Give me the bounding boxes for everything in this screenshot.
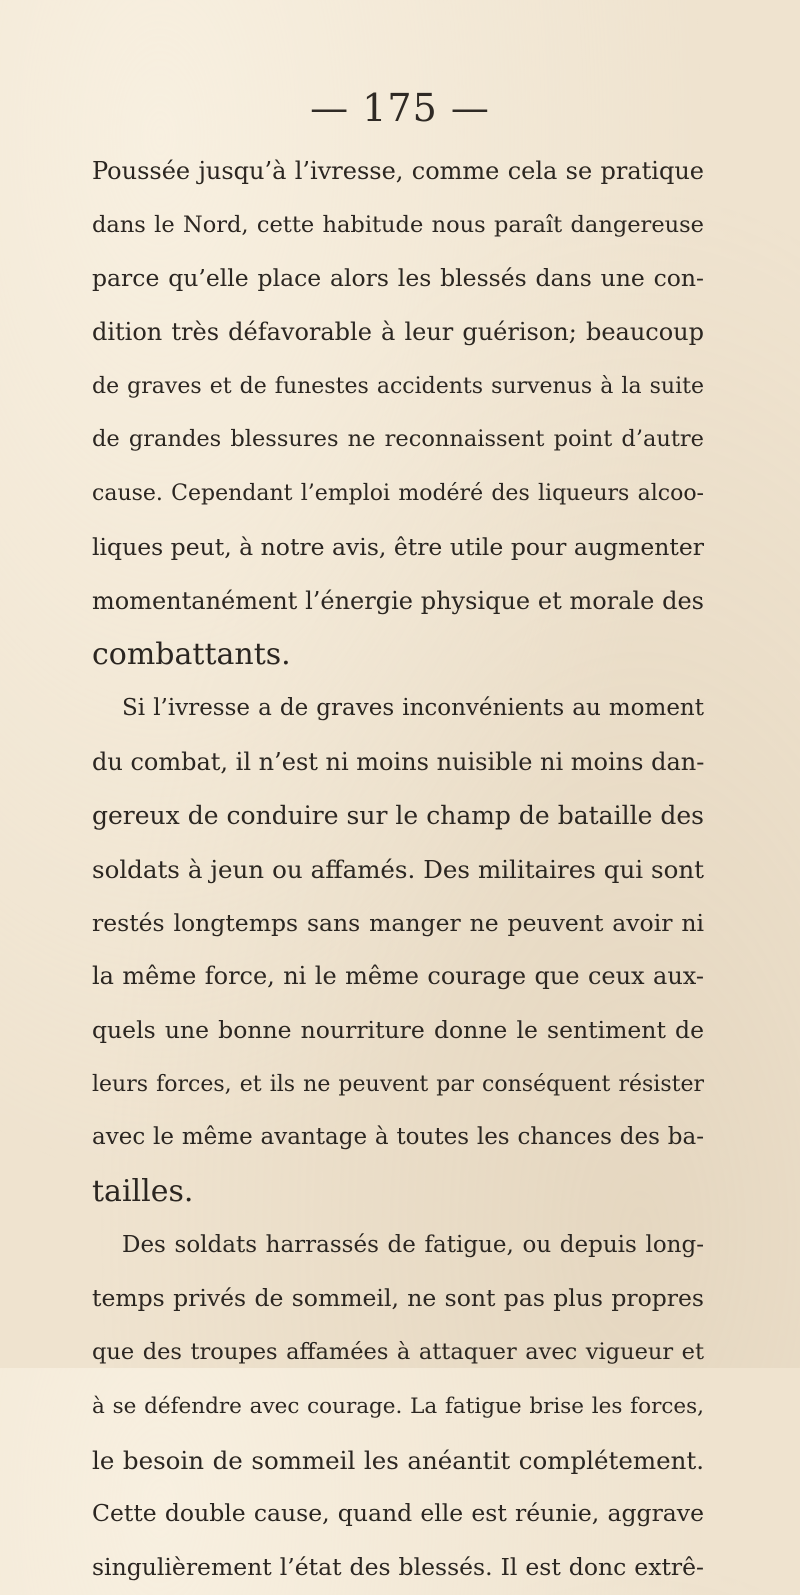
text-line: à se défendre avec courage. La fatigue brise les forces, bbox=[92, 1393, 704, 1419]
paragraph-start: Des soldats harrassés de fatigue, ou depuis long- bbox=[122, 1231, 704, 1258]
text-line: dition très défavorable à leur guérison; beaucoup bbox=[92, 318, 704, 347]
text-line: combattants. bbox=[92, 637, 291, 673]
text-line: soldats à jeun ou affamés. Des militaires qui sont bbox=[92, 854, 704, 884]
body-text bbox=[92, 145, 704, 1595]
text-line: liques peut, à notre avis, être utile pour augmenter bbox=[92, 532, 704, 561]
text-line: tailles. bbox=[92, 1174, 194, 1210]
text-line: gereux de conduire sur le champ de bataille des bbox=[92, 801, 704, 831]
paragraph-start: Si l’ivresse a de graves inconvénients au moment bbox=[122, 694, 704, 721]
text-line: cause. Cependant l’emploi modéré des liqueurs alcoo- bbox=[92, 481, 704, 507]
text-line: Cette double cause, quand elle est réunie, aggrave bbox=[92, 1499, 704, 1528]
text-line: le besoin de sommeil les anéantit complétement. bbox=[92, 1445, 704, 1475]
text-line: quels une bonne nourriture donne le sentiment de bbox=[92, 1016, 704, 1044]
text-line: que des troupes affamées à attaquer avec vigueur et bbox=[92, 1339, 704, 1366]
text-line: singulièrement l’état des blessés. Il est donc extrê- bbox=[92, 1552, 704, 1581]
text-line: avec le même avantage à toutes les chances des ba- bbox=[92, 1124, 704, 1151]
text-line: de grandes blessures ne reconnaissent point d’autre bbox=[92, 426, 704, 453]
text-line: temps privés de sommeil, ne sont pas plus propres bbox=[92, 1284, 704, 1313]
text-line: restés longtemps sans manger ne peuvent avoir ni bbox=[92, 908, 704, 937]
text-line: Poussée jusqu’à l’ivresse, comme cela se pratique bbox=[92, 157, 704, 185]
page-number: — 175 — bbox=[310, 86, 490, 130]
text-line: de graves et de funestes accidents survenus à la suite bbox=[92, 373, 704, 399]
text-line: momentanément l’énergie physique et morale des bbox=[92, 586, 704, 615]
text-line: du combat, il n’est ni moins nuisible ni moins dan- bbox=[92, 747, 705, 776]
text-line: parce qu’elle place alors les blessés dans une con- bbox=[92, 264, 704, 293]
text-line: la même force, ni le même courage que ceux aux- bbox=[92, 962, 704, 991]
text-line: leurs forces, et ils ne peuvent par conséquent résister bbox=[92, 1071, 704, 1097]
text-line: dans le Nord, cette habitude nous paraît dangereuse bbox=[92, 211, 704, 238]
